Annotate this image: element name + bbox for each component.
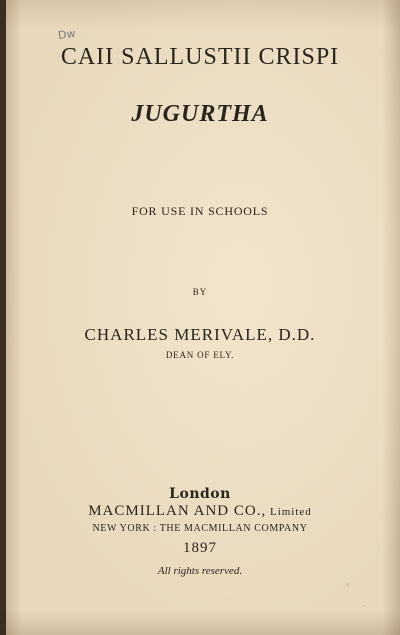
rights-notice: All rights reserved.: [157, 565, 243, 577]
author-title: DEAN OF ELY.: [165, 350, 235, 360]
by-line: BY: [192, 287, 208, 297]
book-title: CAII SALLUSTII CRISPI: [60, 44, 340, 70]
pencil-annotation: Dw: [57, 26, 77, 43]
book-subtitle: JUGURTHA: [131, 101, 269, 127]
foxing-spot: [362, 605, 364, 607]
publisher-name: [0, 503, 400, 520]
publisher-new-york: NEW YORK : THE MACMILLAN COMPANY: [92, 523, 308, 534]
foxing-spot: [346, 583, 349, 586]
publisher-main: MACMILLAN AND CO.,: [88, 503, 267, 519]
publisher-city: London: [169, 486, 231, 502]
publication-year: 1897: [183, 540, 217, 556]
publisher-limited: Limited: [266, 506, 312, 518]
intended-use: FOR USE IN SCHOOLS: [131, 204, 269, 218]
author-name: CHARLES MERIVALE, D.D.: [84, 325, 316, 344]
